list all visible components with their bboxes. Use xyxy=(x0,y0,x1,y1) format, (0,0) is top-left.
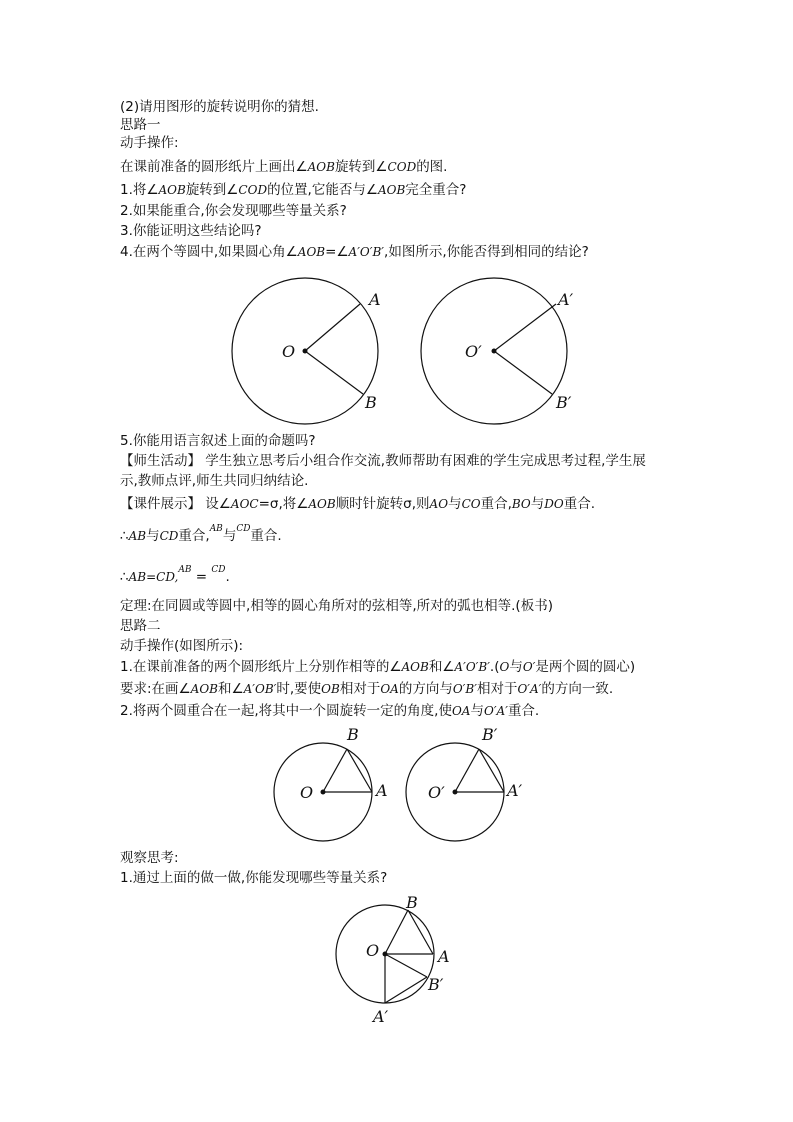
label-o: O xyxy=(282,342,296,361)
text-span: 重合. xyxy=(563,496,596,512)
text-line xyxy=(120,680,613,698)
label-b: B xyxy=(406,893,418,912)
text-line: 动手操作(如图所示): xyxy=(120,638,244,654)
text-line: 2.如果能重合,你会发现哪些等量关系? xyxy=(120,203,347,219)
text-span: 重合. xyxy=(507,703,540,719)
text-span: 是两个圆的圆心) xyxy=(535,659,636,675)
radius-oa xyxy=(305,304,360,351)
text-span: 相对于 xyxy=(339,681,381,697)
label-o-prime: O′ xyxy=(428,783,445,802)
text-span: 和∠ xyxy=(217,681,244,697)
math-span: AOB xyxy=(190,682,218,696)
text-span: 1.在课前准备的两个圆形纸片上分别作相等的∠ xyxy=(120,659,402,675)
label-b-prime: B′ xyxy=(482,725,498,744)
text-span: 的方向与 xyxy=(398,681,453,697)
label-o-prime: O′ xyxy=(465,342,482,361)
label-a-prime: A′ xyxy=(373,1007,389,1026)
text-span: 重合, xyxy=(178,528,210,544)
math-span: AB=CD, xyxy=(128,570,179,584)
text-span: ,如图所示,你能否得到相同的结论? xyxy=(384,244,589,260)
text-span: 在课前准备的圆形纸片上画出∠ xyxy=(120,159,308,175)
center-dot xyxy=(321,790,326,795)
text-span: 与 xyxy=(470,703,484,719)
math-span: AOB xyxy=(401,660,429,674)
text-line: 3.你能证明这些结论吗? xyxy=(120,223,262,239)
label-a-prime: A′ xyxy=(507,781,523,800)
text-line: 5.你能用语言叙述上面的命题吗? xyxy=(120,433,316,449)
figure-equal-circles xyxy=(0,278,793,418)
label-a: A xyxy=(438,947,450,966)
segment-o-prime-b-prime xyxy=(455,749,479,792)
math-span: OA xyxy=(451,704,471,718)
math-span: O′ xyxy=(522,660,536,674)
label-b-prime: B′ xyxy=(556,393,572,412)
text-span: 与 xyxy=(448,496,462,512)
arc-ab: AB xyxy=(209,524,223,534)
text-span: 的方向一致. xyxy=(541,681,614,697)
math-span: AOB xyxy=(377,183,406,197)
center-dot xyxy=(383,952,388,957)
text-span: 完全重合? xyxy=(405,182,467,198)
label-o: O xyxy=(300,783,314,802)
segment-ob xyxy=(385,910,408,954)
text-line: 动手操作: xyxy=(120,135,179,151)
text-line xyxy=(120,158,447,176)
math-span: AOB xyxy=(158,183,186,197)
math-span: COD xyxy=(387,160,417,174)
label-a-prime: A′ xyxy=(558,290,574,309)
text-span: .( xyxy=(489,659,500,675)
section-heading: 思路一 xyxy=(120,117,161,133)
math-span: A′O′B′ xyxy=(348,245,385,259)
text-span: 与 xyxy=(530,496,545,512)
text-line xyxy=(120,702,539,720)
radius-o-prime-b-prime xyxy=(494,351,552,394)
label-o: O xyxy=(366,941,380,960)
arc-ab: AB xyxy=(178,565,192,575)
text-line xyxy=(120,181,466,199)
math-span: A′OB′ xyxy=(243,682,277,696)
math-span: CD xyxy=(159,529,179,543)
segment-ab xyxy=(347,749,372,792)
math-span: O′A′ xyxy=(483,704,508,718)
math-span: CO xyxy=(461,497,481,511)
label-b: B xyxy=(347,725,359,744)
text-span: . xyxy=(225,569,230,585)
text-span: =σ,将∠ xyxy=(258,496,309,512)
text-span: 和∠ xyxy=(428,659,455,675)
math-span: A′O′B′ xyxy=(454,660,490,674)
text-line xyxy=(120,243,589,261)
label-a: A xyxy=(369,290,381,309)
math-span: BO xyxy=(511,497,531,511)
text-span: ∴ xyxy=(120,528,129,544)
arc-cd: CD xyxy=(236,524,251,534)
text-line: 1.通过上面的做一做,你能发现哪些等量关系? xyxy=(120,870,388,886)
math-span: O′A′ xyxy=(517,682,542,696)
label-a: A xyxy=(376,781,388,800)
label-b: B xyxy=(365,393,377,412)
math-span: O′B′ xyxy=(452,682,477,696)
text-span: 与 xyxy=(222,528,237,544)
text-span: 2.将两个圆重合在一起,将其中一个圆旋转一定的角度,使 xyxy=(120,703,452,719)
text-span: 与 xyxy=(509,659,523,675)
text-line xyxy=(120,658,635,676)
segment-a-prime-b-prime xyxy=(385,977,427,1003)
text-line xyxy=(120,524,282,547)
text-span: 的位置,它能否与∠ xyxy=(267,182,378,198)
text-span: 旋转到∠ xyxy=(185,182,239,198)
math-span: COD xyxy=(238,183,268,197)
math-span: AOB xyxy=(307,160,335,174)
math-span: AOC xyxy=(230,497,259,511)
math-span: AOB xyxy=(297,245,326,259)
label-b-prime: B′ xyxy=(428,975,444,994)
figure-rotated-circles xyxy=(0,725,793,845)
center-dot xyxy=(303,349,308,354)
center-dot xyxy=(492,349,497,354)
radius-ob xyxy=(305,351,363,394)
text-span: 1.将∠ xyxy=(120,182,159,198)
math-span: O xyxy=(499,660,510,674)
text-span: 要求:在画∠ xyxy=(120,681,191,697)
segment-ob-prime xyxy=(385,954,427,977)
math-span: AB xyxy=(128,529,147,543)
text-span: 的图. xyxy=(416,159,448,175)
text-span: = xyxy=(191,569,212,585)
text-span: 重合. xyxy=(250,528,282,544)
text-span: 时,要使 xyxy=(276,681,322,697)
math-span: AOB xyxy=(308,497,336,511)
text-line: 观察思考: xyxy=(120,850,179,866)
text-line: 示,教师点评,师生共同归纳结论. xyxy=(120,473,309,489)
segment-a-prime-b-prime xyxy=(479,749,504,792)
text-line: 【师生活动】 学生独立思考后小组合作交流,教师帮助有困难的学生完成思考过程,学生展 xyxy=(120,453,646,469)
center-dot xyxy=(453,790,458,795)
math-span: OA xyxy=(380,682,399,696)
text-line: (2)请用图形的旋转说明你的猜想. xyxy=(120,99,319,115)
text-line xyxy=(120,495,595,513)
figure-overlapped-circle xyxy=(0,890,793,1030)
text-span: 与 xyxy=(146,528,160,544)
segment-ob xyxy=(323,749,347,792)
text-span: 重合, xyxy=(480,496,512,512)
theorem: 定理:在同圆或等圆中,相等的圆心角所对的弦相等,所对的弧也相等.(板书) xyxy=(120,598,553,614)
math-span: OB xyxy=(321,682,340,696)
text-line xyxy=(120,565,230,588)
text-span: 相对于 xyxy=(476,681,518,697)
text-span: 【课件展示】 设∠ xyxy=(120,496,231,512)
radius-o-prime-a-prime xyxy=(494,304,556,351)
text-span: 顺时针旋转σ,则 xyxy=(335,496,430,512)
text-span: 4.在两个等圆中,如果圆心角∠ xyxy=(120,244,298,260)
text-span: ∴ xyxy=(120,569,129,585)
text-span: =∠ xyxy=(325,244,349,260)
arc-cd: CD xyxy=(211,565,226,575)
section-heading: 思路二 xyxy=(120,618,161,634)
math-span: AO xyxy=(429,497,449,511)
text-span: 旋转到∠ xyxy=(334,159,388,175)
math-span: DO xyxy=(544,497,564,511)
